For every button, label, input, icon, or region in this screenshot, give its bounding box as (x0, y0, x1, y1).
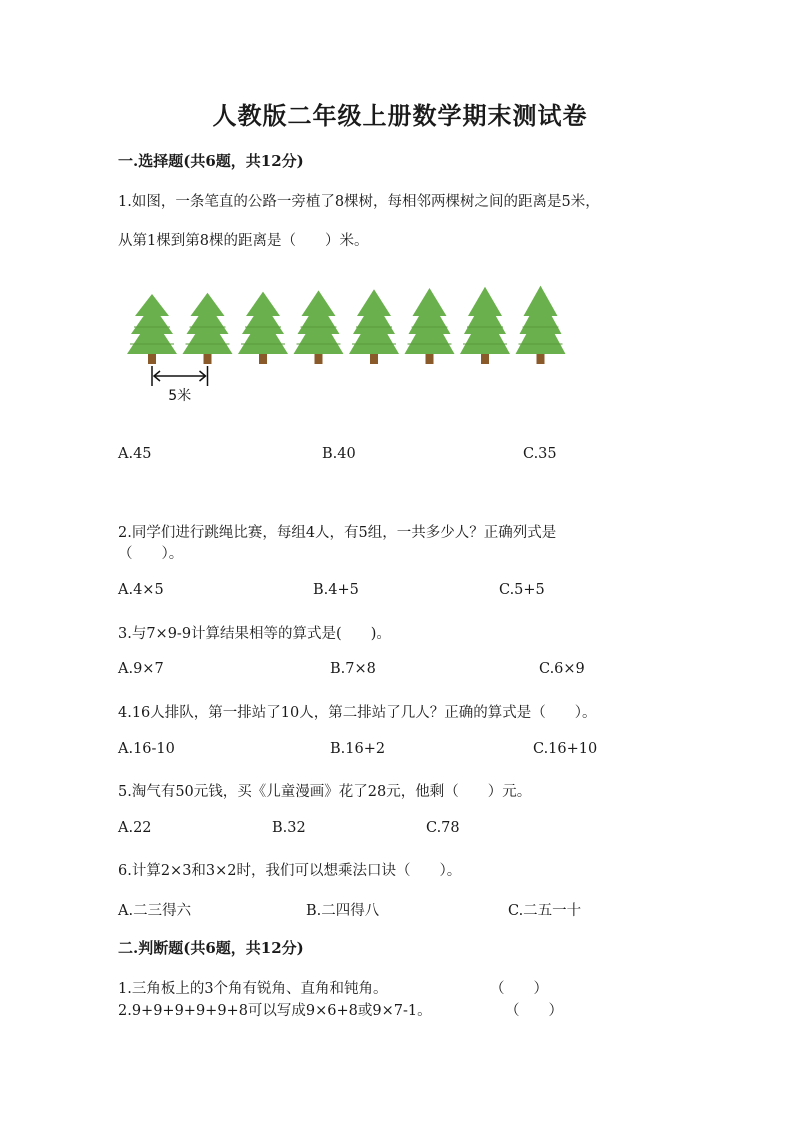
question-5: 5.淘气有50元钱，买《儿童漫画》花了28元，他剩（ ）元。 (118, 784, 532, 800)
q4-option-a[interactable]: A.16-10 (118, 741, 175, 757)
tree-layer-top (302, 290, 336, 316)
tree-layer-top (468, 287, 502, 316)
q4-option-b[interactable]: B.16+2 (330, 741, 386, 757)
tree-1 (127, 294, 177, 364)
question-3: 3.与7×9-9计算结果相等的算式是( )。 (118, 626, 391, 642)
q5-option-a[interactable]: A.22 (118, 820, 152, 836)
tree-layer-top (246, 292, 280, 316)
judgment-2-blank[interactable]: （ ） (505, 1003, 563, 1019)
tree-layer-top (191, 293, 225, 316)
q1-option-a[interactable]: A.45 (118, 446, 152, 462)
question-1-line-2: 从第1棵到第8棵的距离是（ ）米。 (118, 233, 369, 249)
section-heading-judgment: 二.判断题(共6题，共12分) (118, 939, 304, 957)
tree-8 (516, 286, 566, 364)
q2-option-c[interactable]: C.5+5 (499, 582, 545, 598)
section-heading-choice: 一.选择题(共6题，共12分) (118, 152, 304, 170)
question-6: 6.计算2×3和3×2时，我们可以想乘法口诀（ ）。 (118, 863, 462, 879)
q1-option-b[interactable]: B.40 (322, 446, 356, 462)
judgment-2-text: 2.9+9+9+9+9+8可以写成9×6+8或9×7-1。 (118, 1003, 432, 1019)
q5-option-b[interactable]: B.32 (272, 820, 306, 836)
q3-option-a[interactable]: A.9×7 (118, 661, 164, 677)
q6-option-a[interactable]: A.二三得六 (118, 903, 192, 919)
q3-option-b[interactable]: B.7×8 (330, 661, 376, 677)
q2-option-b[interactable]: B.4+5 (313, 582, 359, 598)
tree-5 (349, 289, 399, 364)
question-1-line-1: 1.如图，一条笔直的公路一旁植了8棵树，每相邻两棵树之间的距离是5米， (118, 194, 600, 210)
q3-option-c[interactable]: C.6×9 (539, 661, 585, 677)
tree-row-figure (118, 282, 578, 407)
tree-layer-top (135, 294, 169, 316)
q1-option-c[interactable]: C.35 (523, 446, 557, 462)
distance-label: 5米 (168, 388, 192, 404)
tree-layer-top (524, 286, 558, 316)
tree-3 (238, 292, 288, 364)
tree-layer-top (413, 288, 447, 316)
tree-6 (405, 288, 455, 364)
q6-option-b[interactable]: B.二四得八 (306, 903, 380, 919)
q6-option-c[interactable]: C.二五一十 (508, 903, 582, 919)
tree-7 (460, 287, 510, 364)
q4-option-c[interactable]: C.16+10 (533, 741, 598, 757)
question-2-line-1: 2.同学们进行跳绳比赛，每组4人，有5组，一共多少人？正确列式是 (118, 525, 557, 541)
tree-layer-top (357, 289, 391, 316)
question-2-line-2: （ ）。 (118, 546, 184, 562)
judgment-1-blank[interactable]: （ ） (490, 981, 548, 997)
question-4: 4.16人排队，第一排站了10人，第二排站了几人？正确的算式是（ ）。 (118, 705, 597, 721)
q5-option-c[interactable]: C.78 (426, 820, 460, 836)
judgment-1-text: 1.三角板上的3个角有锐角、直角和钝角。 (118, 981, 388, 997)
page-title: 人教版二年级上册数学期末测试卷 (212, 101, 588, 130)
q2-option-a[interactable]: A.4×5 (118, 582, 164, 598)
tree-2 (183, 293, 233, 364)
tree-4 (294, 290, 344, 364)
